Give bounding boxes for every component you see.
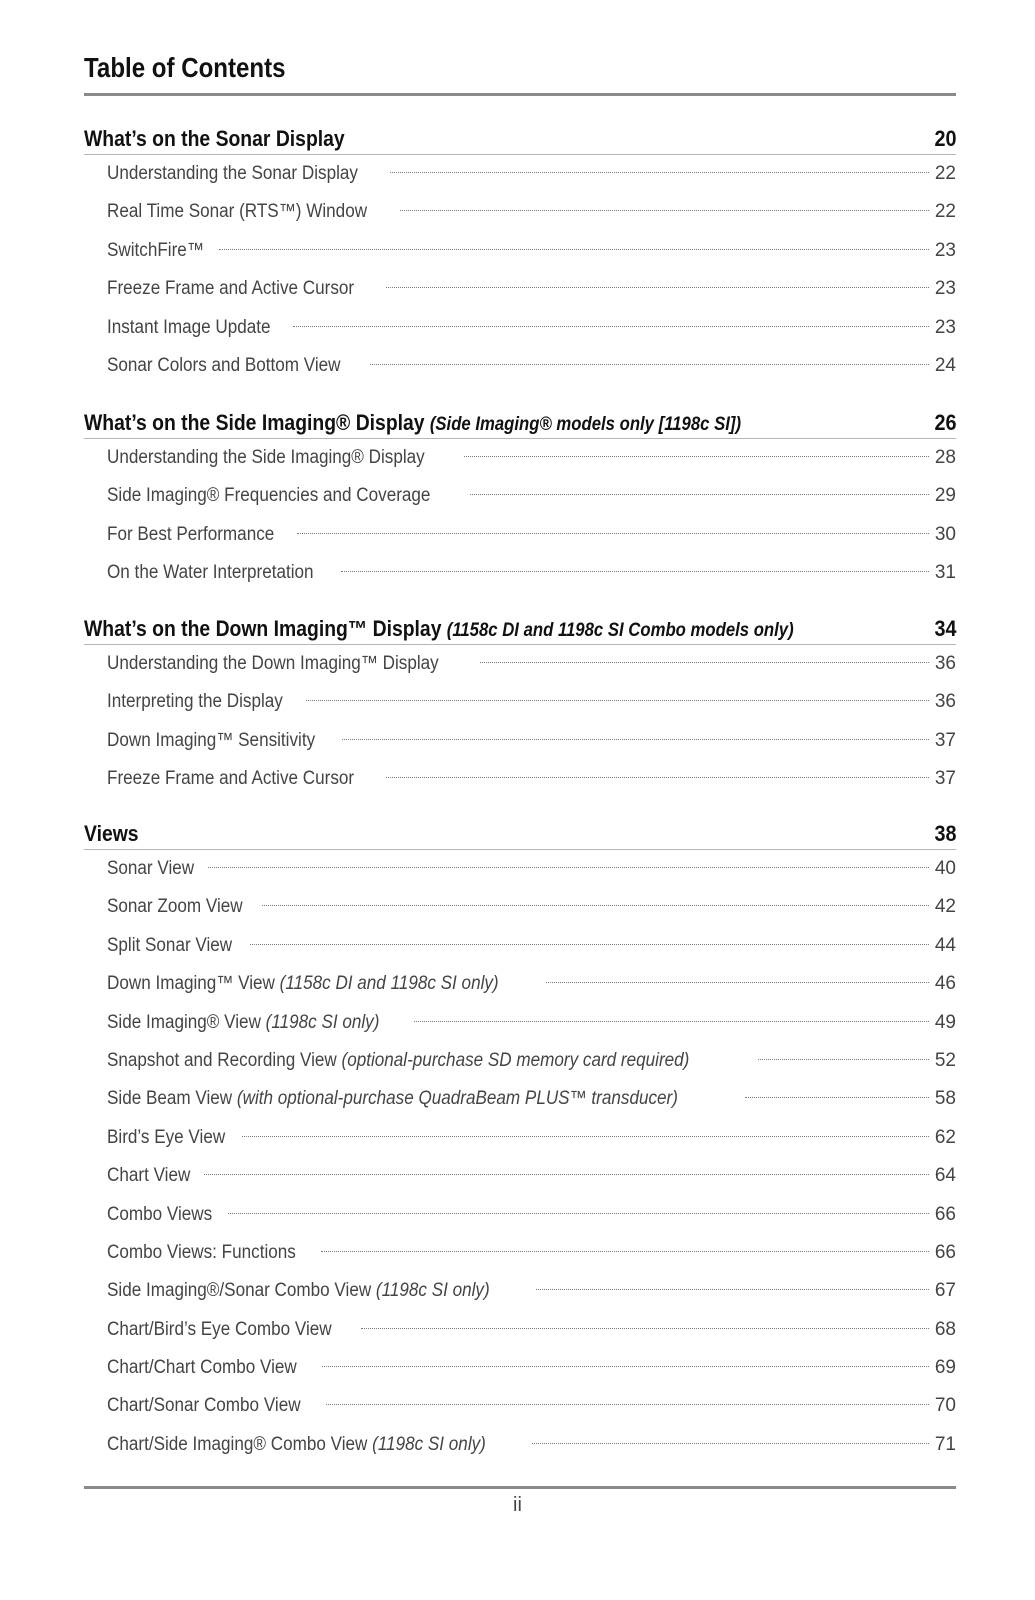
dot-leader bbox=[306, 700, 928, 701]
toc-section bbox=[84, 122, 956, 385]
entry-label bbox=[107, 1157, 190, 1195]
dot-leader bbox=[386, 287, 929, 288]
dot-leader bbox=[242, 1136, 929, 1137]
entry-label bbox=[107, 645, 439, 683]
section-heading[interactable] bbox=[84, 612, 956, 645]
entry-label bbox=[107, 850, 194, 888]
entry-page-number: 70 bbox=[934, 1395, 956, 1417]
entry-page-number: 36 bbox=[934, 691, 956, 713]
entry-label bbox=[107, 270, 354, 308]
entry-label-text: Chart/Sonar Combo View bbox=[107, 1395, 301, 1417]
entry-label bbox=[107, 554, 314, 592]
toc-section bbox=[84, 406, 956, 593]
dot-leader bbox=[361, 1328, 929, 1329]
entry-label bbox=[107, 232, 204, 270]
toc-entry[interactable] bbox=[84, 347, 956, 385]
entry-page-number: 31 bbox=[934, 562, 956, 584]
entry-page-number: 66 bbox=[934, 1203, 956, 1225]
entry-label-text: Understanding the Down Imaging™ Display bbox=[107, 653, 439, 674]
entry-label bbox=[107, 347, 341, 385]
toc-entry[interactable] bbox=[84, 1042, 956, 1080]
section-heading[interactable] bbox=[84, 817, 956, 850]
entry-page-number: 66 bbox=[934, 1241, 956, 1263]
entry-label-text: Side Imaging®/Sonar Combo View bbox=[107, 1280, 372, 1302]
toc-entry[interactable] bbox=[84, 1426, 956, 1464]
entry-label bbox=[107, 1042, 689, 1080]
entry-note: (with optional-purchase QuadraBeam PLUS™ transducer) bbox=[236, 1088, 678, 1110]
toc-entry[interactable] bbox=[84, 1272, 956, 1310]
entry-label-text: Combo Views: Functions bbox=[107, 1241, 296, 1263]
entry-label-text: On the Water Interpretation bbox=[107, 562, 314, 584]
entry-label-text: Chart/Bird’s Eye Combo View bbox=[107, 1318, 332, 1340]
toc-entry[interactable] bbox=[84, 1119, 956, 1157]
section-heading[interactable] bbox=[84, 122, 956, 155]
entry-label-text: Sonar Zoom View bbox=[107, 896, 243, 918]
entry-label-text: Sonar View bbox=[107, 858, 195, 879]
toc-entry[interactable] bbox=[84, 927, 956, 965]
entry-label-text: Side Beam View bbox=[107, 1088, 233, 1110]
entry-label bbox=[107, 1004, 379, 1042]
section-title-text: Views bbox=[84, 821, 139, 846]
toc-entry[interactable] bbox=[84, 1157, 956, 1195]
entry-page-number: 23 bbox=[934, 278, 956, 300]
toc-entry[interactable] bbox=[84, 722, 956, 760]
toc-entry[interactable] bbox=[84, 554, 956, 592]
entry-page-number: 40 bbox=[934, 858, 956, 879]
dot-leader bbox=[219, 249, 929, 250]
entry-label-text: Understanding the Side Imaging® Display bbox=[107, 447, 425, 468]
entry-label-text: Snapshot and Recording View bbox=[107, 1049, 337, 1071]
section-note: (Side Imaging® models only [1198c SI]) bbox=[429, 414, 742, 435]
entry-page-number: 67 bbox=[934, 1280, 956, 1302]
section-title-text: What’s on the Down Imaging™ Display bbox=[84, 616, 442, 641]
entry-label-text: Chart View bbox=[107, 1165, 191, 1187]
dot-leader bbox=[341, 571, 929, 572]
entry-label-text: Chart/Chart Combo View bbox=[107, 1357, 297, 1379]
section-title bbox=[84, 616, 794, 644]
entry-page-number: 49 bbox=[934, 1011, 956, 1033]
toc-entry[interactable] bbox=[84, 193, 956, 231]
toc-entry[interactable] bbox=[84, 1311, 956, 1349]
toc-entry[interactable] bbox=[84, 155, 956, 193]
entry-label-text: Side Imaging® View bbox=[107, 1011, 261, 1033]
entry-label-text: Freeze Frame and Active Cursor bbox=[107, 278, 355, 300]
section-title bbox=[84, 126, 345, 154]
dot-leader bbox=[370, 364, 928, 365]
entry-label-text: Side Imaging® Frequencies and Coverage bbox=[107, 485, 431, 507]
dot-leader bbox=[480, 662, 929, 663]
toc-entry[interactable] bbox=[84, 1004, 956, 1042]
entry-label bbox=[107, 1426, 486, 1464]
entry-label bbox=[107, 1119, 225, 1157]
entry-label bbox=[107, 683, 283, 721]
section-note: (1158c DI and 1198c SI Combo models only) bbox=[446, 620, 794, 641]
dot-leader bbox=[414, 1021, 929, 1022]
entry-label-text: Interpreting the Display bbox=[107, 691, 283, 713]
entry-list bbox=[84, 850, 956, 1464]
section-title-text: What’s on the Side Imaging® Display bbox=[84, 410, 425, 435]
dot-leader bbox=[758, 1059, 929, 1060]
entry-label bbox=[107, 193, 367, 231]
entry-label bbox=[107, 965, 499, 1003]
entry-note: (1158c DI and 1198c SI only) bbox=[279, 973, 499, 995]
entry-label-text: Bird’s Eye View bbox=[107, 1126, 226, 1148]
entry-page-number: 29 bbox=[934, 485, 956, 507]
section-title bbox=[84, 410, 741, 438]
dot-leader bbox=[390, 172, 929, 173]
entry-label bbox=[107, 1349, 297, 1387]
dot-leader bbox=[262, 905, 929, 906]
section-title bbox=[84, 821, 139, 849]
entry-page-number: 64 bbox=[934, 1165, 956, 1187]
entry-page-number: 37 bbox=[934, 768, 956, 790]
toc-entry[interactable] bbox=[84, 1387, 956, 1425]
toc-entry[interactable] bbox=[84, 683, 956, 721]
entry-note: (1198c SI only) bbox=[375, 1280, 490, 1302]
entry-list bbox=[84, 645, 956, 799]
entry-label bbox=[107, 888, 243, 926]
bottom-rule bbox=[84, 1486, 956, 1489]
toc-entry[interactable] bbox=[84, 1349, 956, 1387]
entry-label bbox=[107, 1272, 490, 1310]
dot-leader bbox=[532, 1443, 929, 1444]
entry-page-number: 24 bbox=[934, 354, 956, 376]
toc-entry[interactable] bbox=[84, 1080, 956, 1118]
toc-entry[interactable] bbox=[84, 439, 956, 477]
entry-label bbox=[107, 439, 425, 477]
dot-leader bbox=[208, 867, 929, 868]
entry-page-number: 23 bbox=[934, 239, 956, 261]
toc-entry[interactable] bbox=[84, 760, 956, 798]
entry-page-number: 36 bbox=[934, 653, 956, 674]
entry-list bbox=[84, 439, 956, 593]
entry-label bbox=[107, 1234, 296, 1272]
dot-leader bbox=[464, 456, 929, 457]
entry-label bbox=[107, 309, 271, 347]
dot-leader bbox=[342, 739, 929, 740]
entry-page-number: 52 bbox=[934, 1049, 956, 1071]
dot-leader bbox=[745, 1097, 929, 1098]
entry-label-text: Combo Views bbox=[107, 1203, 213, 1225]
entry-label-text: Chart/Side Imaging® Combo View bbox=[107, 1433, 368, 1455]
entry-label bbox=[107, 927, 232, 965]
section-page-number: 20 bbox=[933, 126, 956, 151]
top-rule bbox=[84, 93, 956, 96]
entry-page-number: 62 bbox=[934, 1126, 956, 1148]
entry-label bbox=[107, 155, 358, 193]
entry-label-text: Real Time Sonar (RTS™) Window bbox=[107, 201, 368, 223]
entry-label bbox=[107, 1196, 212, 1234]
section-page-number: 26 bbox=[933, 410, 956, 435]
dot-leader bbox=[250, 944, 929, 945]
entry-label-text: SwitchFire™ bbox=[107, 239, 204, 261]
toc-entry[interactable] bbox=[84, 270, 956, 308]
entry-label-text: Freeze Frame and Active Cursor bbox=[107, 768, 355, 790]
entry-label bbox=[107, 1387, 301, 1425]
entry-page-number: 68 bbox=[934, 1318, 956, 1340]
entry-page-number: 69 bbox=[934, 1357, 956, 1379]
entry-label-text: Understanding the Sonar Display bbox=[107, 163, 358, 184]
dot-leader bbox=[322, 1366, 929, 1367]
toc-entry[interactable] bbox=[84, 309, 956, 347]
toc-section bbox=[84, 612, 956, 799]
toc-entry[interactable] bbox=[84, 232, 956, 270]
entry-label bbox=[107, 722, 315, 760]
entry-label-text: Instant Image Update bbox=[107, 316, 271, 338]
entry-label bbox=[107, 477, 430, 515]
dot-leader bbox=[400, 210, 929, 211]
entry-page-number: 37 bbox=[934, 729, 956, 751]
toc-entry[interactable] bbox=[84, 965, 956, 1003]
entry-label bbox=[107, 1311, 332, 1349]
entry-label-text: Split Sonar View bbox=[107, 934, 233, 956]
entry-note: (optional-purchase SD memory card required) bbox=[341, 1049, 690, 1071]
entry-note: (1198c SI only) bbox=[265, 1011, 380, 1033]
entry-page-number: 42 bbox=[934, 896, 956, 918]
entry-label-text: For Best Performance bbox=[107, 523, 275, 545]
toc-entry[interactable] bbox=[84, 888, 956, 926]
dot-leader bbox=[546, 982, 929, 983]
entry-page-number: 28 bbox=[934, 447, 956, 468]
dot-leader bbox=[297, 533, 929, 534]
entry-page-number: 22 bbox=[934, 163, 956, 184]
entry-page-number: 30 bbox=[934, 523, 956, 545]
dot-leader bbox=[386, 777, 929, 778]
dot-leader bbox=[293, 326, 929, 327]
toc-entry[interactable] bbox=[84, 1196, 956, 1234]
toc-entry[interactable] bbox=[84, 1234, 956, 1272]
toc-entry[interactable] bbox=[84, 516, 956, 554]
entry-note: (1198c SI only) bbox=[372, 1433, 486, 1455]
entry-label bbox=[107, 760, 354, 798]
section-title-text: What’s on the Sonar Display bbox=[84, 126, 345, 151]
page-number: ii bbox=[513, 1494, 522, 1516]
entry-page-number: 71 bbox=[934, 1433, 956, 1455]
dot-leader bbox=[204, 1174, 929, 1175]
entry-list bbox=[84, 155, 956, 385]
dot-leader bbox=[536, 1289, 929, 1290]
entry-page-number: 22 bbox=[934, 201, 956, 223]
toc-entry[interactable] bbox=[84, 477, 956, 515]
section-page-number: 34 bbox=[933, 616, 956, 641]
entry-page-number: 58 bbox=[934, 1088, 956, 1110]
toc-entry[interactable] bbox=[84, 645, 956, 683]
dot-leader bbox=[470, 494, 928, 495]
entry-page-number: 44 bbox=[934, 934, 956, 956]
section-heading[interactable] bbox=[84, 406, 956, 439]
page-title: Table of Contents bbox=[84, 52, 286, 83]
toc-section bbox=[84, 817, 956, 1464]
dot-leader bbox=[326, 1404, 929, 1405]
entry-page-number: 46 bbox=[934, 973, 956, 995]
entry-page-number: 23 bbox=[934, 316, 956, 338]
section-page-number: 38 bbox=[933, 821, 956, 846]
dot-leader bbox=[321, 1251, 929, 1252]
entry-label-text: Down Imaging™ Sensitivity bbox=[107, 729, 316, 751]
entry-label-text: Down Imaging™ View bbox=[107, 973, 275, 995]
toc-entry[interactable] bbox=[84, 850, 956, 888]
entry-label-text: Sonar Colors and Bottom View bbox=[107, 354, 341, 376]
entry-label bbox=[107, 516, 274, 554]
dot-leader bbox=[228, 1213, 929, 1214]
entry-label bbox=[107, 1080, 678, 1118]
